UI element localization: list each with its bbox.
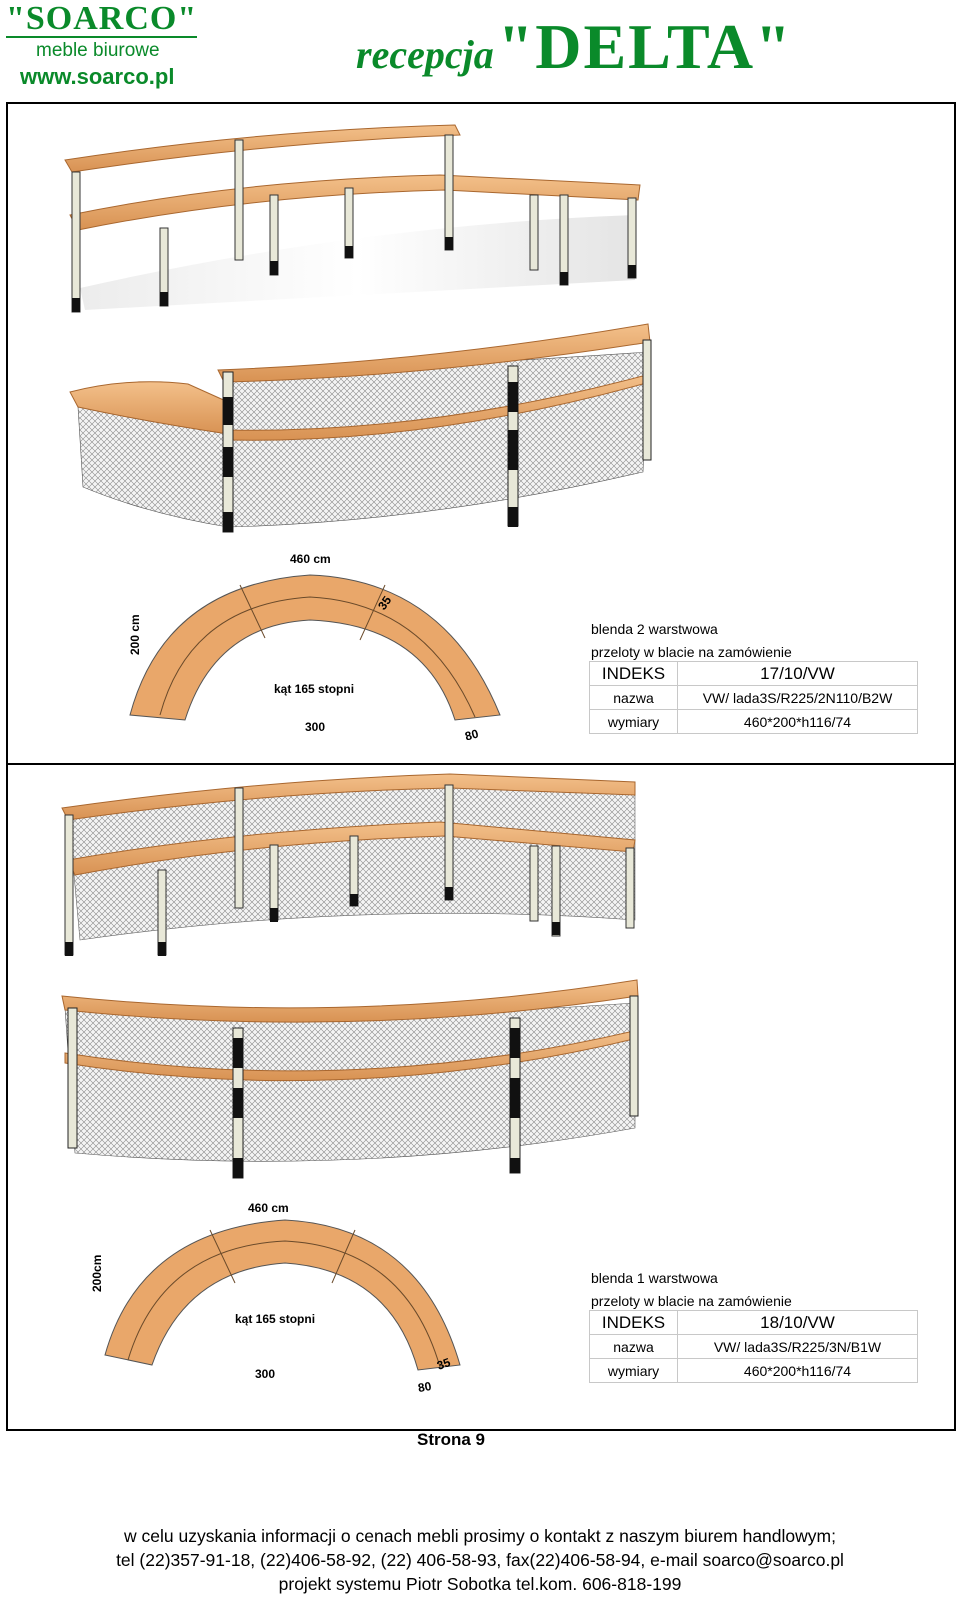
dimension-radius-1: 300 <box>305 720 326 734</box>
footer-designer: projekt systemu Piotr Sobotka tel.kom. 606-818-199 <box>278 1574 682 1594</box>
dimension-segment-b-2: 80 <box>416 1378 433 1396</box>
dimension-radius-2: 300 <box>255 1367 276 1381</box>
note-1: przeloty w blacie na zamówienie <box>591 644 792 660</box>
desk-top-plan-drawing-1 <box>125 565 505 735</box>
reception-back-view-illustration-2 <box>60 770 645 960</box>
spec-table-2 <box>589 1310 918 1383</box>
size-value: 460*200*h116/74 <box>678 1359 918 1383</box>
index-value: 17/10/VW <box>678 662 918 686</box>
dimension-segment-a-2: 35 <box>435 1355 453 1373</box>
desk-top-plan-drawing-2 <box>100 1215 465 1380</box>
brand-website[interactable]: www.soarco.pl <box>20 64 175 89</box>
dimension-width-1: 460 cm <box>290 552 331 566</box>
note-2: przeloty w blacie na zamówienie <box>591 1293 792 1309</box>
title-model: "DELTA" <box>497 11 793 82</box>
footer-contact-info: w celu uzyskania informacji o cenach mebli prosimy o kontakt z naszym biurem handlowym; <box>124 1526 836 1546</box>
name-label: nazwa <box>590 1335 678 1359</box>
brand-name: "SOARCO" <box>6 0 198 37</box>
index-label: INDEKS <box>590 1311 678 1335</box>
reception-back-view-illustration <box>60 120 660 320</box>
name-label: nazwa <box>590 686 678 710</box>
size-value: 460*200*h116/74 <box>678 710 918 734</box>
brand-subtitle: meble biurowe <box>36 40 160 61</box>
dimension-segment-a-1: 35 <box>375 593 395 613</box>
title-prefix: recepcja <box>356 32 494 77</box>
dimension-segment-b-1: 80 <box>463 726 480 744</box>
document-title <box>356 10 793 84</box>
dimension-depth-2: 200cm <box>90 1254 104 1292</box>
dimension-width-2: 460 cm <box>248 1201 289 1215</box>
blenda-type-1: blenda 2 warstwowa <box>591 621 718 637</box>
dimension-depth-1: 200 cm <box>128 614 142 655</box>
size-label: wymiary <box>590 710 678 734</box>
size-label: wymiary <box>590 1359 678 1383</box>
index-label: INDEKS <box>590 662 678 686</box>
footer-phone-email: tel (22)357-91-18, (22)406-58-92, (22) 406-58-93, fax(22)406-58-94, e-mail soarco@soarco.pl <box>116 1550 844 1570</box>
name-value: VW/ lada3S/R225/3N/B1W <box>678 1335 918 1359</box>
dimension-angle-2: kąt 165 stopni <box>235 1312 316 1326</box>
spec-table-1 <box>589 661 918 734</box>
reception-front-view-illustration-2 <box>60 978 645 1183</box>
page-number: Strona 9 <box>416 1430 486 1449</box>
dimension-angle-1: kąt 165 stopni <box>274 682 355 696</box>
reception-front-view-illustration <box>68 322 658 537</box>
blenda-type-2: blenda 1 warstwowa <box>591 1270 718 1286</box>
name-value: VW/ lada3S/R225/2N110/B2W <box>678 686 918 710</box>
index-value: 18/10/VW <box>678 1311 918 1335</box>
